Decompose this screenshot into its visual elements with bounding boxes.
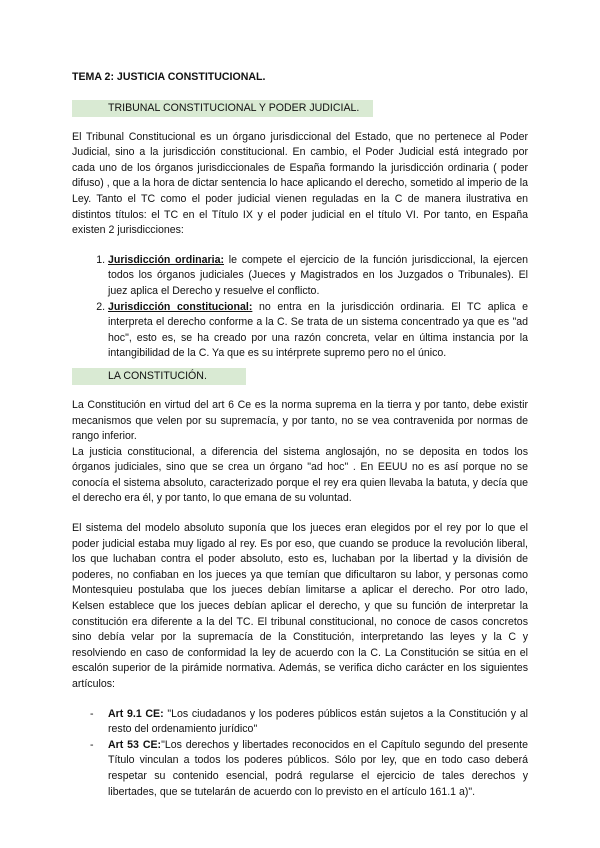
list-item-ordinaria xyxy=(108,253,528,300)
article-text-53: "Los derechos y libertades reconocidos en el Capítulo segundo del presente Título vinculan a todos los poderes públicos. Sólo por ley, que en todo caso deberá respetar su contenido esencial, podrá regularse el ejercicio de tales derechos y libertades, que se tutelarán de acuerdo con lo previsto en el artículo 161.1 a)". xyxy=(108,738,528,798)
section-heading-tribunal: TRIBUNAL CONSTITUCIONAL Y PODER JUDICIAL. xyxy=(72,100,373,117)
dash-marker: - xyxy=(90,738,94,751)
article-text-9-1: "Los ciudadanos y los poderes públicos están sujetos a la Constitución y al resto del ordenamiento jurídico" xyxy=(108,707,528,736)
term-ordinaria: Jurisdicción ordinaria: xyxy=(108,253,224,266)
dash-marker: - xyxy=(90,707,94,720)
document-title: TEMA 2: JUSTICIA CONSTITUCIONAL. xyxy=(72,71,266,83)
document-body xyxy=(72,70,528,800)
articles-list xyxy=(72,707,528,801)
article-item-9-1 xyxy=(90,707,528,738)
paragraph-constitucion-3: El sistema del modelo absoluto suponía que los jueces eran elegidos por el rey por lo que el poder judicial estaba muy ligado al rey. Es por eso, que cuando se produce la revolución liberal, los que luchaban contra el poder absoluto, esto es, luchaban por la libertad y la división de poderes, no confiaban en los jueces ya que temían que dificultaron su labor, y personas como Montesquieu postulaba que los jueces debían limitarse a aplicar el derecho. Por otro lado, Kelsen establece que los jueces debían aplicar el derecho, y que su función de interpretar la constitución era diferente a la del TC. El tribunal constitucional, no conoce de casos concretos sino debía velar por la supremacía de la Constitución, interpretando las leyes y la C y resolviendo en caso de conformidad la ley de acuerdo con la C. La Constitución se sitúa en el escalón superior de la pirámide normativa. Además, se verifica dicho carácter en los siguientes artículos: xyxy=(72,522,528,690)
text-constitucional: no entra en la jurisdicción ordinaria. El TC aplica e interpreta el derecho conforme a la C. Se trata de un sistema concentrado ya que es "ad hoc", esto es, se ha creado por una razón concreta, velar en última instancia por la intangibilidad de la C. Ya que es su intérprete supremo pero no el único. xyxy=(108,300,528,360)
paragraph-constitucion-2: La justicia constitucional, a diferencia del sistema anglosajón, no se deposita en todos los órganos judiciales, sino que se crea un órgano "ad hoc" . En EEUU no es así porque no se conocía el sistema absoluto, caracterizado porque el rey era quien llevaba la batuta, y decía que el derecho era él, y por tanto, lo que emana de su voluntad. xyxy=(72,445,528,505)
paragraph-tribunal-intro: El Tribunal Constitucional es un órgano jurisdiccional del Estado, que no pertenece al Poder Judicial, sino a la jurisdicción constitucional. En cambio, el Poder Judicial está integrado por cada uno de los órganos jurisdiccionales de España formando la jurisdicción ordinaria ( poder difuso) , que a la hora de dictar sentencia lo hace aplicando el derecho, sometido al imperio de la Ley. Tanto el TC como el poder judicial vienen reguladas en la C de manera ilustrativa en distintos títulos: el TC en el Título IX y el poder judicial en el título VI. Por tanto, en España existen 2 jurisdicciones: xyxy=(72,130,528,237)
article-item-53 xyxy=(90,738,528,800)
section-heading-constitucion: LA CONSTITUCIÓN. xyxy=(72,368,246,385)
list-item-constitucional xyxy=(108,300,528,362)
jurisdictions-list xyxy=(72,253,528,362)
term-constitucional: Jurisdicción constitucional: xyxy=(108,300,253,313)
text-ordinaria: le compete el ejercicio de la función jurisdiccional, la ejercen todos los órganos judiciales (Jueces y Magistrados en los Juzgados o Tribunales). El juez aplica el Derecho y resuelve el conflicto. xyxy=(108,253,528,297)
paragraph-constitucion-1: La Constitución en virtud del art 6 Ce es la norma suprema en la tierra y por tanto, debe existir mecanismos que velen por su supremacía, y por tanto, no se vea contravenida por normas de rango inferior. xyxy=(72,398,528,443)
article-label-53: Art 53 CE: xyxy=(108,738,162,751)
article-label-9-1: Art 9.1 CE: xyxy=(108,707,164,720)
